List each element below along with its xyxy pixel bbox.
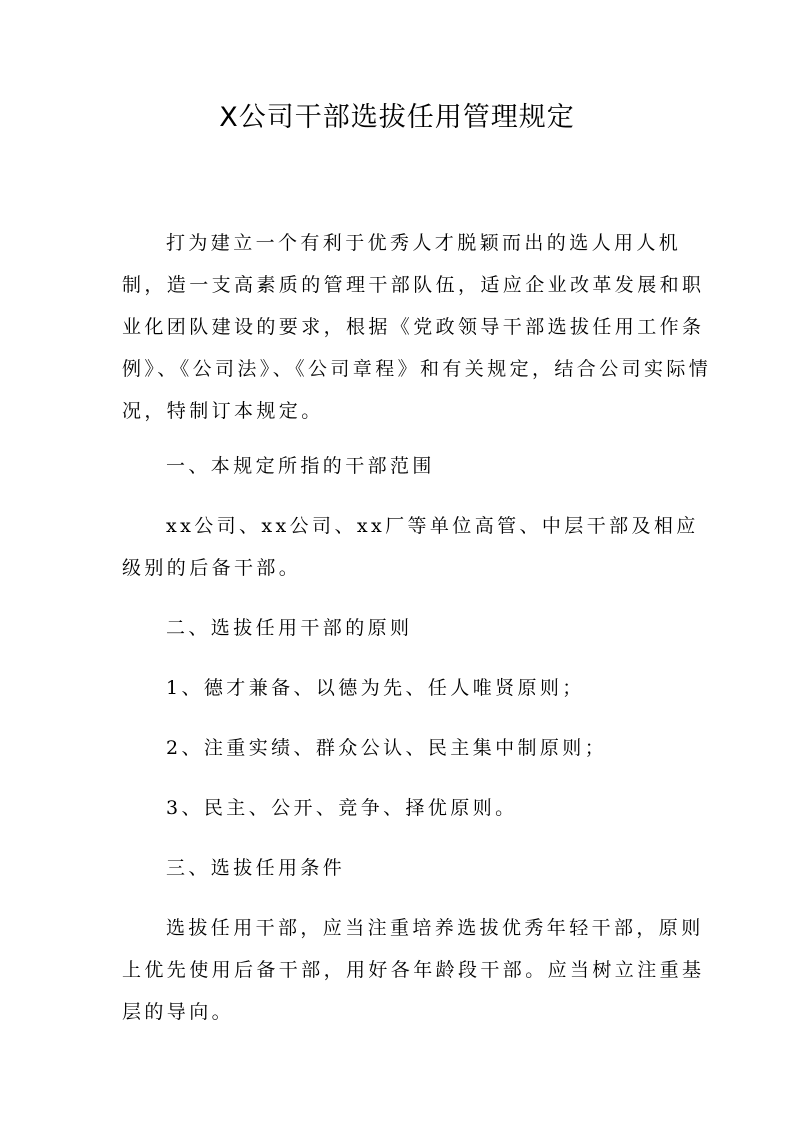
principle-item-block (122, 727, 674, 769)
section3-heading: 三、选拔任用条件 (166, 857, 346, 879)
section3-paragraph (122, 907, 705, 1033)
section1-heading: 一、本规定所指的干部范围 (166, 455, 435, 477)
principle-item: 2、注重实绩、群众公认、民主集中制原则； (166, 737, 608, 759)
section3-heading-block (122, 847, 674, 889)
principle-item-block (122, 667, 674, 709)
principle-item: 3、民主、公开、竞争、择优原则。 (166, 797, 518, 819)
intro-paragraph (122, 222, 712, 432)
section3-line: 层的导向。 (122, 1001, 235, 1023)
principle-item-block (122, 787, 674, 829)
section1-line: xx公司、xx公司、xx厂等单位高管、中层干部及相应 (166, 515, 699, 537)
principle-item: 1、德才兼备、以德为先、任人唯贤原则； (166, 677, 585, 699)
intro-line: 例》、《公司法》、《公司章程》和有关规定，结合公司实际情 (122, 358, 712, 380)
section1-paragraph (122, 505, 699, 589)
section1-line: 级别的后备干部。 (122, 557, 302, 579)
section1-heading-block (122, 445, 674, 487)
section3-line: 选拔任用干部，应当注重培养选拔优秀年轻干部，原则 (166, 917, 704, 939)
intro-line: 业化团队建设的要求，根据《党政领导干部选拔任用工作条 (122, 316, 705, 338)
section2-heading-block (122, 607, 674, 649)
intro-line: 打为建立一个有利于优秀人才脱颖而出的选人用人机 (166, 232, 682, 254)
section3-line: 上优先使用后备干部，用好各年龄段干部。应当树立注重基 (122, 959, 705, 981)
document-title: X公司干部选拔任用管理规定 (219, 102, 575, 133)
intro-line: 制，造一支高素质的管理干部队伍，适应企业改革发展和职 (122, 274, 705, 296)
intro-line: 况，特制订本规定。 (122, 400, 324, 422)
section2-heading: 二、选拔任用干部的原则 (166, 617, 413, 639)
